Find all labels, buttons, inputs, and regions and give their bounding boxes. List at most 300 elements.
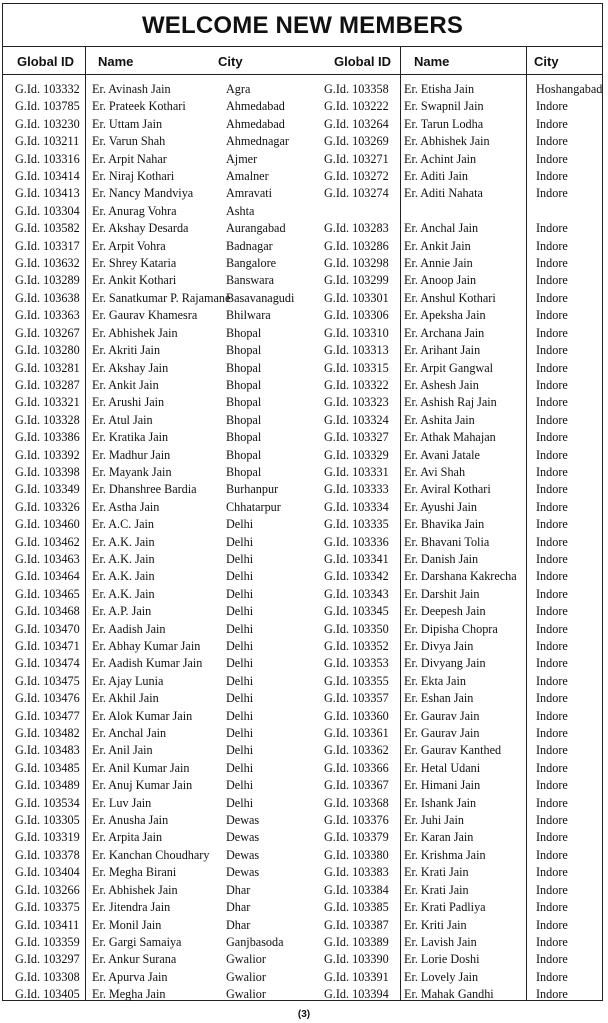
- global-id-cell: G.Id. 103353: [324, 656, 389, 671]
- global-id-cell: G.Id. 103360: [324, 708, 389, 723]
- name-cell: Er. Avani Jatale: [404, 447, 480, 462]
- global-id-cell: G.Id. 103308: [15, 969, 80, 984]
- global-id-cell: G.Id. 103336: [324, 534, 389, 549]
- global-id-cell: G.Id. 103357: [324, 691, 389, 706]
- city-cell: Delhi: [226, 639, 254, 653]
- header-name-2: Name: [414, 54, 450, 69]
- global-id-cell: G.Id. 103349: [15, 482, 80, 497]
- city-cell: Indore: [536, 934, 568, 949]
- table-row: [3, 255, 602, 272]
- global-id-cell: G.Id. 103322: [324, 377, 389, 392]
- name-cell: Er. Anurag Vohra: [92, 203, 177, 218]
- global-id-cell: G.Id. 103332: [15, 82, 80, 96]
- page-title: WELCOME NEW MEMBERS: [3, 4, 602, 47]
- name-cell: Er. Ankit Jain: [404, 238, 471, 253]
- name-cell: Er. Abhishek Jain: [404, 134, 490, 149]
- header-global-id-1: Global ID: [17, 54, 75, 69]
- city-cell: Indore: [536, 760, 568, 775]
- city-cell: Indore: [536, 778, 568, 793]
- global-id-cell: G.Id. 103380: [324, 847, 389, 862]
- table-row: [3, 220, 602, 237]
- name-cell: Er. Nancy Mandviya: [92, 186, 194, 201]
- name-cell: Er. Dhanshree Bardia: [92, 482, 197, 497]
- table-row: [3, 133, 602, 150]
- name-cell: Er. Annie Jain: [404, 256, 473, 271]
- name-cell: Er. Akshay Jain: [92, 360, 169, 375]
- table-row: [3, 412, 602, 429]
- city-cell: Indore: [536, 290, 568, 305]
- city-cell: Indore: [536, 273, 568, 288]
- name-cell: Er. Aditi Jain: [404, 169, 468, 184]
- table-row: [3, 447, 602, 464]
- global-id-cell: G.Id. 103414: [15, 169, 80, 184]
- city-cell: Ganjbasoda: [226, 934, 284, 949]
- name-cell: Er. Ankit Kothari: [92, 273, 177, 288]
- global-id-cell: G.Id. 103359: [15, 934, 80, 949]
- global-id-cell: G.Id. 103411: [15, 917, 80, 932]
- city-cell: Delhi: [226, 760, 254, 775]
- global-id-cell: G.Id. 103283: [324, 221, 389, 236]
- global-id-cell: G.Id. 103366: [324, 760, 389, 775]
- table-row: [3, 272, 602, 289]
- city-cell: Indore: [536, 186, 568, 201]
- name-cell: Er. Anil Kumar Jain: [92, 760, 190, 775]
- name-cell: Er. Archana Jain: [404, 325, 485, 340]
- name-cell: Er. Gargi Samaiya: [92, 934, 182, 949]
- name-cell: Er. Ankur Surana: [92, 952, 177, 967]
- table-row: [3, 812, 602, 829]
- city-cell: Indore: [536, 586, 568, 601]
- city-cell: Bhopal: [226, 412, 262, 427]
- city-cell: Indore: [536, 795, 568, 810]
- name-cell: Er. Anuj Kumar Jain: [92, 778, 193, 793]
- global-id-cell: G.Id. 103286: [324, 238, 389, 253]
- table-row: [3, 464, 602, 481]
- name-cell: Er. Anshul Kothari: [404, 290, 496, 305]
- city-cell: Delhi: [226, 726, 254, 741]
- city-cell: Badnagar: [226, 238, 273, 253]
- global-id-cell: G.Id. 103350: [324, 621, 389, 636]
- name-cell: Er. Aadish Kumar Jain: [92, 656, 203, 671]
- global-id-cell: G.Id. 103582: [15, 221, 80, 236]
- city-cell: Indore: [536, 726, 568, 741]
- name-cell: Er. Bhavika Jain: [404, 517, 485, 532]
- table-row: [3, 795, 602, 812]
- header-city-1: City: [218, 54, 243, 69]
- name-cell: Er. Arushi Jain: [92, 395, 165, 410]
- global-id-cell: G.Id. 103266: [15, 882, 80, 897]
- name-cell: Er. Anoop Jain: [404, 273, 477, 288]
- name-cell: Er. Anchal Jain: [404, 221, 479, 236]
- city-cell: Indore: [536, 569, 568, 584]
- city-cell: Agra: [226, 82, 251, 96]
- name-cell: Er. A.K. Jain: [92, 586, 155, 601]
- global-id-cell: G.Id. 103327: [324, 430, 389, 445]
- table-row: [3, 151, 602, 168]
- name-cell: Er. Akshay Desarda: [92, 221, 189, 236]
- table-row: [3, 690, 602, 707]
- member-rows: [3, 81, 602, 1004]
- global-id-cell: G.Id. 103299: [324, 273, 389, 288]
- table-row: [3, 429, 602, 446]
- global-id-cell: G.Id. 103375: [15, 900, 80, 915]
- name-cell: Er. Niraj Kothari: [92, 169, 175, 184]
- name-cell: Er. Achint Jain: [404, 151, 477, 166]
- name-cell: Er. Abhishek Jain: [92, 325, 178, 340]
- name-cell: Er. Gaurav Khamesra: [92, 308, 198, 323]
- name-cell: Er. Hetal Udani: [404, 760, 481, 775]
- global-id-cell: G.Id. 103317: [15, 238, 80, 253]
- name-cell: Er. Avinash Jain: [92, 82, 171, 96]
- name-cell: Er. Shrey Kataria: [92, 256, 177, 271]
- global-id-cell: G.Id. 103362: [324, 743, 389, 758]
- name-cell: Er. Lavish Jain: [404, 934, 477, 949]
- city-cell: Bhopal: [226, 343, 262, 358]
- city-cell: Ajmer: [226, 151, 258, 166]
- name-cell: Er. Arpit Vohra: [92, 238, 166, 253]
- city-cell: Delhi: [226, 691, 254, 706]
- city-cell: Bangalore: [226, 256, 277, 271]
- city-cell: Indore: [536, 395, 568, 410]
- city-cell: Indore: [536, 308, 568, 323]
- name-cell: Er. Akhil Jain: [92, 691, 159, 706]
- name-cell: Er. Gaurav Jain: [404, 708, 480, 723]
- city-cell: Indore: [536, 151, 568, 166]
- name-cell: Er. Luv Jain: [92, 795, 152, 810]
- name-cell: Er. Athak Mahajan: [404, 430, 496, 445]
- city-cell: Indore: [536, 325, 568, 340]
- city-cell: Delhi: [226, 673, 254, 688]
- global-id-cell: G.Id. 103383: [324, 865, 389, 880]
- name-cell: Er. Juhi Jain: [404, 813, 464, 828]
- city-cell: Ahmedabad: [226, 116, 285, 131]
- global-id-cell: G.Id. 103334: [324, 499, 389, 514]
- table-row: [3, 203, 602, 220]
- city-cell: Indore: [536, 256, 568, 271]
- city-cell: Indore: [536, 360, 568, 375]
- name-cell: Er. Ajay Lunia: [92, 673, 164, 688]
- global-id-cell: G.Id. 103264: [324, 116, 389, 131]
- city-cell: Indore: [536, 551, 568, 566]
- table-row: [3, 847, 602, 864]
- city-cell: Dewas: [226, 830, 260, 845]
- city-cell: Indore: [536, 865, 568, 880]
- name-cell: Er. Megha Birani: [92, 865, 177, 880]
- global-id-cell: G.Id. 103301: [324, 290, 389, 305]
- city-cell: Indore: [536, 430, 568, 445]
- city-cell: Dewas: [226, 865, 260, 880]
- header-name-1: Name: [98, 54, 134, 69]
- table-row: [3, 342, 602, 359]
- name-cell: Er. Divya Jain: [404, 639, 474, 653]
- city-cell: Indore: [536, 134, 568, 149]
- global-id-cell: G.Id. 103785: [15, 99, 80, 114]
- table-row: [3, 185, 602, 202]
- members-table-frame: [2, 3, 603, 1001]
- city-cell: Delhi: [226, 795, 254, 810]
- city-cell: Delhi: [226, 517, 254, 532]
- table-row: [3, 673, 602, 690]
- city-cell: Indore: [536, 534, 568, 549]
- city-cell: Indore: [536, 830, 568, 845]
- global-id-cell: G.Id. 103335: [324, 517, 389, 532]
- city-cell: Indore: [536, 377, 568, 392]
- header-city-2: City: [534, 54, 559, 69]
- table-row: [3, 917, 602, 934]
- city-cell: Indore: [536, 656, 568, 671]
- table-row: [3, 481, 602, 498]
- global-id-cell: G.Id. 103298: [324, 256, 389, 271]
- name-cell: Er. Kriti Jain: [404, 917, 467, 932]
- name-cell: Er. Krati Jain: [404, 865, 469, 880]
- city-cell: Aurangabad: [226, 221, 286, 236]
- global-id-cell: G.Id. 103331: [324, 464, 389, 479]
- name-cell: Er. Uttam Jain: [92, 116, 163, 131]
- city-cell: Delhi: [226, 778, 254, 793]
- city-cell: Delhi: [226, 743, 254, 758]
- global-id-cell: G.Id. 103306: [324, 308, 389, 323]
- table-row: [3, 499, 602, 516]
- global-id-cell: G.Id. 103385: [324, 900, 389, 915]
- global-id-cell: G.Id. 103352: [324, 639, 389, 653]
- city-cell: Indore: [536, 917, 568, 932]
- global-id-cell: G.Id. 103460: [15, 517, 80, 532]
- city-cell: Gwalior: [226, 952, 266, 967]
- global-id-cell: G.Id. 103485: [15, 760, 80, 775]
- global-id-cell: G.Id. 103315: [324, 360, 389, 375]
- city-cell: Banswara: [226, 273, 275, 288]
- name-cell: Er. Apeksha Jain: [404, 308, 486, 323]
- city-cell: Amalner: [226, 169, 269, 184]
- table-row: [3, 777, 602, 794]
- city-cell: Delhi: [226, 656, 254, 671]
- global-id-cell: G.Id. 103384: [324, 882, 389, 897]
- table-row: [3, 360, 602, 377]
- name-cell: Er. Megha Jain: [92, 987, 166, 1002]
- city-cell: Delhi: [226, 534, 254, 549]
- table-row: [3, 98, 602, 115]
- global-id-cell: G.Id. 103632: [15, 256, 80, 271]
- city-cell: Amravati: [226, 186, 273, 201]
- global-id-cell: G.Id. 103389: [324, 934, 389, 949]
- name-cell: Er. Karan Jain: [404, 830, 474, 845]
- name-cell: Er. Anil Jain: [92, 743, 153, 758]
- global-id-cell: G.Id. 103391: [324, 969, 389, 984]
- city-cell: Delhi: [226, 586, 254, 601]
- global-id-cell: G.Id. 103476: [15, 691, 80, 706]
- name-cell: Er. Deepesh Jain: [404, 604, 486, 619]
- global-id-cell: G.Id. 103342: [324, 569, 389, 584]
- table-row: [3, 621, 602, 638]
- global-id-cell: G.Id. 103269: [324, 134, 389, 149]
- global-id-cell: G.Id. 103483: [15, 743, 80, 758]
- name-cell: Er. A.K. Jain: [92, 569, 155, 584]
- table-row: [3, 307, 602, 324]
- city-cell: Bhopal: [226, 464, 262, 479]
- city-cell: Dhar: [226, 900, 251, 915]
- name-cell: Er. Abhishek Jain: [92, 882, 178, 897]
- city-cell: Indore: [536, 639, 568, 653]
- name-cell: Er. Alok Kumar Jain: [92, 708, 193, 723]
- name-cell: Er. Anusha Jain: [92, 813, 169, 828]
- table-row: [3, 829, 602, 846]
- city-cell: Indore: [536, 691, 568, 706]
- name-cell: Er. Apurva Jain: [92, 969, 168, 984]
- name-cell: Er. Monil Jain: [92, 917, 162, 932]
- city-cell: Delhi: [226, 604, 254, 619]
- name-cell: Er. Astha Jain: [92, 499, 160, 514]
- global-id-cell: G.Id. 103392: [15, 447, 80, 462]
- header-global-id-2: Global ID: [334, 54, 392, 69]
- name-cell: Er. Anchal Jain: [92, 726, 167, 741]
- city-cell: Delhi: [226, 569, 254, 584]
- name-cell: Er. Arpit Nahar: [92, 151, 167, 166]
- name-cell: Er. Darshana Kakrecha: [404, 569, 517, 584]
- table-row: [3, 603, 602, 620]
- global-id-cell: G.Id. 103477: [15, 708, 80, 723]
- city-cell: Bhopal: [226, 360, 262, 375]
- name-cell: Er. Aditi Nahata: [404, 186, 483, 201]
- table-row: [3, 290, 602, 307]
- table-row: [3, 951, 602, 968]
- table-row: [3, 742, 602, 759]
- global-id-cell: G.Id. 103413: [15, 186, 80, 201]
- city-cell: Chhatarpur: [226, 499, 281, 514]
- global-id-cell: G.Id. 103534: [15, 795, 80, 810]
- table-row: [3, 325, 602, 342]
- table-row: [3, 534, 602, 551]
- city-cell: Indore: [536, 604, 568, 619]
- city-cell: Ahmednagar: [226, 134, 289, 149]
- city-cell: Delhi: [226, 708, 254, 723]
- global-id-cell: G.Id. 103287: [15, 377, 80, 392]
- name-cell: Er. Swapnil Jain: [404, 99, 484, 114]
- global-id-cell: G.Id. 103394: [324, 987, 389, 1002]
- global-id-cell: G.Id. 103323: [324, 395, 389, 410]
- name-cell: Er. Varun Shah: [92, 134, 166, 149]
- table-row: [3, 116, 602, 133]
- name-cell: Er. Ashita Jain: [404, 412, 475, 427]
- global-id-cell: G.Id. 103398: [15, 464, 80, 479]
- name-cell: Er. Abhay Kumar Jain: [92, 639, 201, 653]
- table-row: [3, 638, 602, 655]
- city-cell: Indore: [536, 482, 568, 497]
- global-id-cell: G.Id. 103281: [15, 360, 80, 375]
- city-cell: Indore: [536, 99, 568, 114]
- name-cell: Er. Arpita Jain: [92, 830, 163, 845]
- city-cell: Indore: [536, 169, 568, 184]
- table-row: [3, 377, 602, 394]
- global-id-cell: G.Id. 103405: [15, 987, 80, 1002]
- name-cell: Er. Mahak Gandhi: [404, 987, 494, 1002]
- table-row: [3, 760, 602, 777]
- name-cell: Er. Akriti Jain: [92, 343, 161, 358]
- global-id-cell: G.Id. 103379: [324, 830, 389, 845]
- global-id-cell: G.Id. 103386: [15, 430, 80, 445]
- name-cell: Er. Ashesh Jain: [404, 377, 479, 392]
- global-id-cell: G.Id. 103328: [15, 412, 80, 427]
- city-cell: Gwalior: [226, 987, 266, 1002]
- global-id-cell: G.Id. 103324: [324, 412, 389, 427]
- city-cell: Indore: [536, 847, 568, 862]
- global-id-cell: G.Id. 103326: [15, 499, 80, 514]
- name-cell: Er. Dipisha Chopra: [404, 621, 498, 636]
- table-row: [3, 394, 602, 411]
- global-id-cell: G.Id. 103358: [324, 82, 389, 96]
- header-divider: [3, 74, 602, 75]
- global-id-cell: G.Id. 103378: [15, 847, 80, 862]
- global-id-cell: G.Id. 103462: [15, 534, 80, 549]
- global-id-cell: G.Id. 103470: [15, 621, 80, 636]
- name-cell: Er. Lorie Doshi: [404, 952, 480, 967]
- table-row: [3, 725, 602, 742]
- page-number: (3): [297, 1009, 311, 1020]
- city-cell: Dhar: [226, 917, 251, 932]
- name-cell: Er. Ekta Jain: [404, 673, 466, 688]
- name-cell: Er. Gaurav Jain: [404, 726, 480, 741]
- city-cell: Indore: [536, 882, 568, 897]
- global-id-cell: G.Id. 103274: [324, 186, 389, 201]
- city-cell: Dewas: [226, 847, 260, 862]
- global-id-cell: G.Id. 103310: [324, 325, 389, 340]
- global-id-cell: G.Id. 103468: [15, 604, 80, 619]
- global-id-cell: G.Id. 103638: [15, 290, 80, 305]
- city-cell: Indore: [536, 238, 568, 253]
- table-row: [3, 708, 602, 725]
- name-cell: Er. Etisha Jain: [404, 82, 475, 96]
- table-row: [3, 899, 602, 916]
- table-row: [3, 655, 602, 672]
- global-id-cell: G.Id. 103465: [15, 586, 80, 601]
- global-id-cell: G.Id. 103305: [15, 813, 80, 828]
- global-id-cell: G.Id. 103482: [15, 726, 80, 741]
- city-cell: Indore: [536, 464, 568, 479]
- table-row: [3, 516, 602, 533]
- global-id-cell: G.Id. 103363: [15, 308, 80, 323]
- table-row: [3, 864, 602, 881]
- city-cell: Indore: [536, 221, 568, 236]
- name-cell: Er. Prateek Kothari: [92, 99, 186, 114]
- name-cell: Er. Atul Jain: [92, 412, 153, 427]
- city-cell: Bhopal: [226, 430, 262, 445]
- city-cell: Gwalior: [226, 969, 266, 984]
- name-cell: Er. A.P. Jain: [92, 604, 152, 619]
- city-cell: Basavanagudi: [226, 290, 295, 305]
- city-cell: Burhanpur: [226, 482, 279, 497]
- global-id-cell: G.Id. 103313: [324, 343, 389, 358]
- global-id-cell: G.Id. 103319: [15, 830, 80, 845]
- global-id-cell: G.Id. 103367: [324, 778, 389, 793]
- global-id-cell: G.Id. 103390: [324, 952, 389, 967]
- city-cell: Bhopal: [226, 325, 262, 340]
- global-id-cell: G.Id. 103343: [324, 586, 389, 601]
- table-row: [3, 934, 602, 951]
- global-id-cell: G.Id. 103329: [324, 447, 389, 462]
- table-row: [3, 551, 602, 568]
- city-cell: Indore: [536, 900, 568, 915]
- name-cell: Er. Kratika Jain: [92, 430, 169, 445]
- global-id-cell: G.Id. 103368: [324, 795, 389, 810]
- name-cell: Er. Ishank Jain: [404, 795, 477, 810]
- name-cell: Er. Ayushi Jain: [404, 499, 478, 514]
- global-id-cell: G.Id. 103474: [15, 656, 80, 671]
- table-row: [3, 986, 602, 1003]
- city-cell: Bhopal: [226, 377, 262, 392]
- name-cell: Er. Krati Jain: [404, 882, 469, 897]
- global-id-cell: G.Id. 103471: [15, 639, 80, 653]
- name-cell: Er. Aadish Jain: [92, 621, 166, 636]
- city-cell: Hoshangabad: [536, 82, 603, 96]
